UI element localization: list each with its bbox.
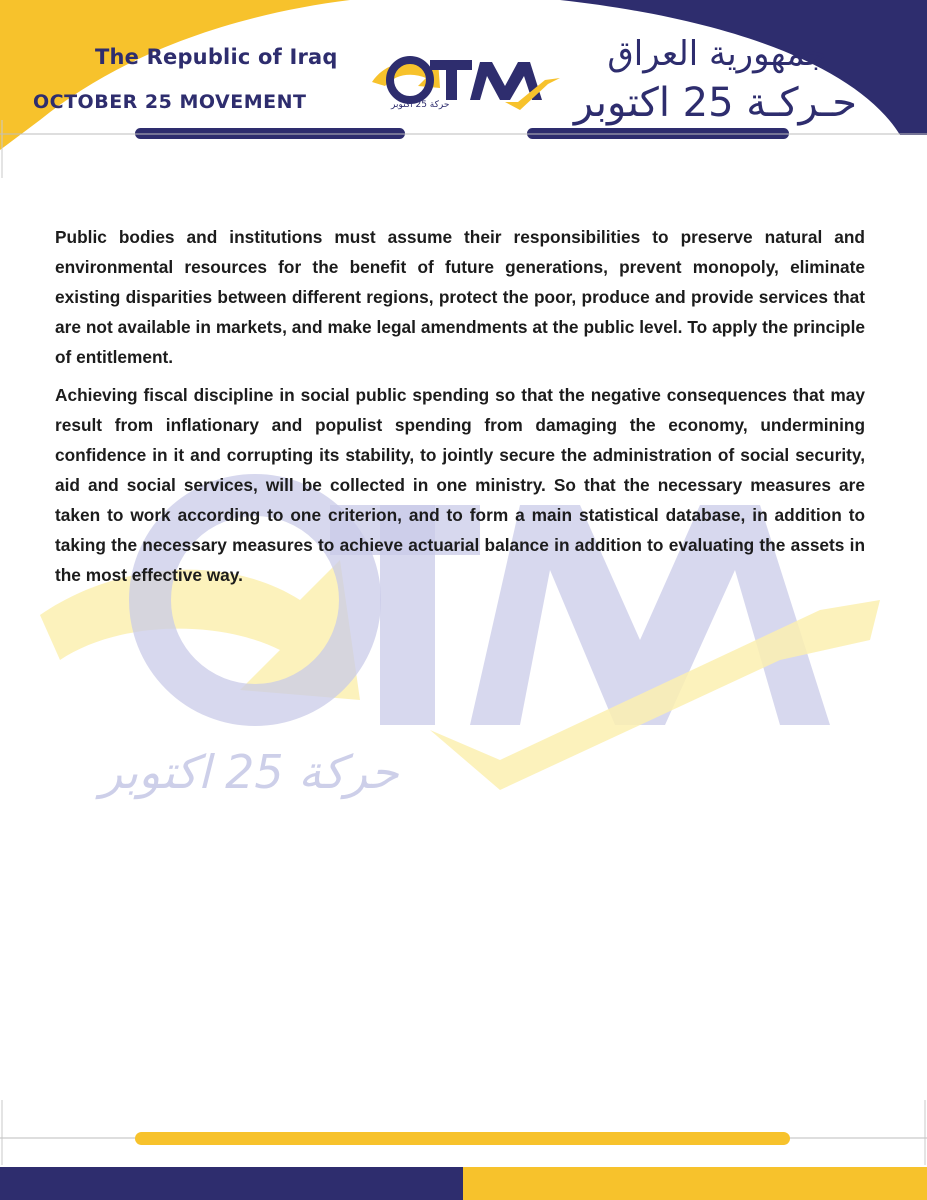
header-title-en: The Republic of Iraq <box>95 45 338 69</box>
paragraph-1: Public bodies and institutions must assume their responsibilities to preserve natural and environmental resources for the benefit of future generations, prevent monopoly, eliminate existing disparities between different regions, protect the poor, produce and provide services that are not available in markets, and make legal amendments at the public level. To apply the principle of entitlement. <box>55 227 865 367</box>
header-subtitle-ar: حـركـة 25 اكتوبر <box>573 80 857 126</box>
logo-caption: حركة 25 اكتوبر <box>391 100 450 110</box>
footer-navy-band <box>0 1167 463 1200</box>
footer-gold-bar <box>135 1132 790 1145</box>
paragraph-2: Achieving fiscal discipline in social public spending so that the negative consequences that may result from inflationary and populist spending from damaging the economy, undermining confidence in it and corrupting its stability, to jointly secure the administration of social security, aid and social services, will be collected in one ministry. So that the necessary measures are taken to work according to one criterion, and to form a main statistical database, in addition to taking the necessary measures to achieve actuarial balance in addition to evaluating the assets in the most effective way. <box>55 385 865 585</box>
watermark-caption: حركة 25 اكتوبر <box>100 745 399 799</box>
header-title-ar: جمهورية العراق <box>607 34 827 74</box>
footer-gold-band <box>463 1167 927 1200</box>
document-body <box>55 222 865 598</box>
header-subtitle-en: OCTOBER 25 MOVEMENT <box>33 91 307 113</box>
